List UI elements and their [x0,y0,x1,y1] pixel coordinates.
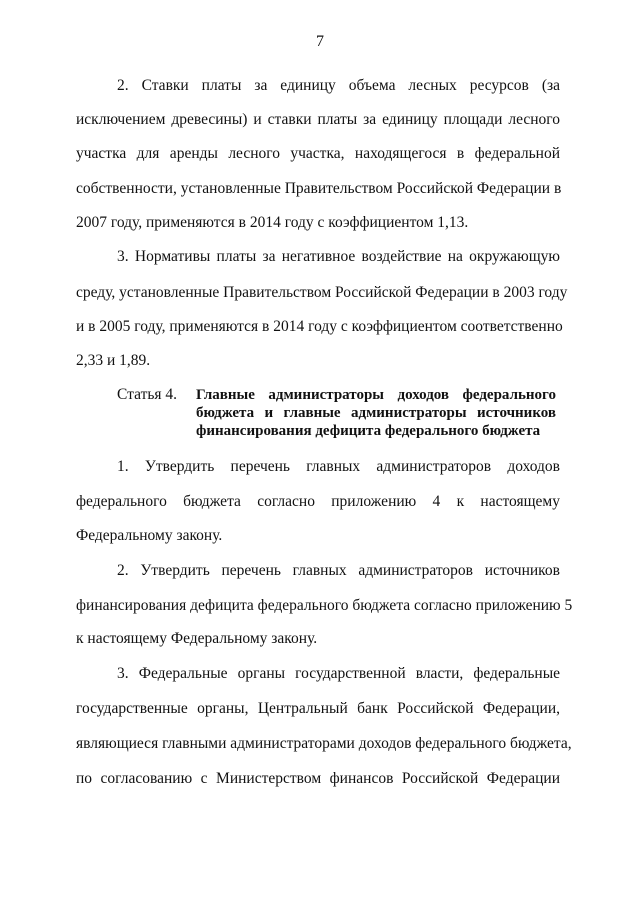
item-1-line: 1. Утвердить перечень главных администраторов доходов [117,458,560,475]
article-title-line: финансирования дефицита федерального бюджета [196,423,541,439]
paragraph-3-line: 2,33 и 1,89. [76,352,151,369]
item-2-line: финансирования дефицита федерального бюджета согласно приложению 5 [76,597,573,614]
item-3-line: по согласованию с Министерством финансов Российской Федерации [76,770,560,787]
paragraph-2-line: собственности, установленные Правительством Российской Федерации в [76,180,562,197]
paragraph-2-line: исключением древесины) и ставки платы за единицу площади лесного [76,111,560,128]
paragraph-2-line: 2007 году, применяются в 2014 году с коэффициентом 1,13. [76,214,469,231]
item-1-line: Федеральному закону. [76,527,223,544]
item-2-line: к настоящему Федеральному закону. [76,630,318,647]
paragraph-3-line: среду, установленные Правительством Российской Федерации в 2003 году [76,284,568,301]
paragraph-2-line: 2. Ставки платы за единицу объема лесных ресурсов (за [117,77,560,94]
article-title-line: бюджета и главные администраторы источников [196,405,556,421]
article-title-line: Главные администраторы доходов федерального [196,387,556,403]
page-number: 7 [316,33,324,50]
item-3-line: 3. Федеральные органы государственной власти, федеральные [117,665,560,682]
item-2-line: 2. Утвердить перечень главных администраторов источников [117,562,560,579]
item-1-line: федерального бюджета согласно приложению 4 к настоящему [76,493,560,510]
item-3-line: являющиеся главными администраторами доходов федерального бюджета, [76,735,572,752]
paragraph-3-line: 3. Нормативы платы за негативное воздействие на окружающую [117,248,560,265]
paragraph-3-line: и в 2005 году, применяются в 2014 году с коэффициентом соответственно [76,318,563,335]
article-label: Статья 4. [117,386,178,403]
paragraph-2-line: участка для аренды лесного участка, находящегося в федеральной [76,145,560,162]
item-3-line: государственные органы, Центральный банк Российской Федерации, [76,700,560,717]
